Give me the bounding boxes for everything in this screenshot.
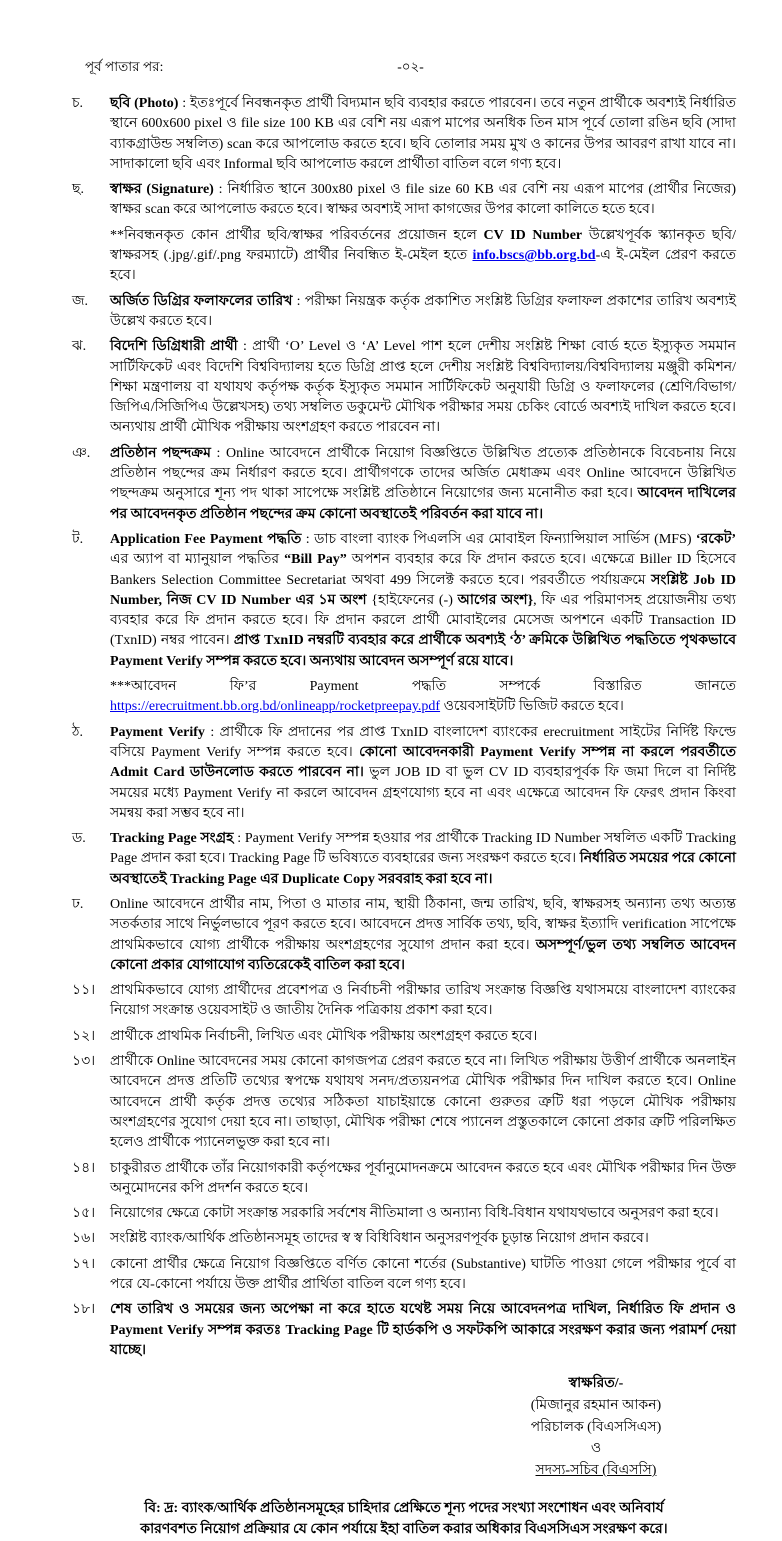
text-segment: : প্রার্থী ‘O’ Level ও ‘A’ Level পাশ হলে দেশীয় সংশ্লিষ্ট শিক্ষা বোর্ড হতে ইস্যুকৃত সমমান সার্টিফিকেট এবং বিদেশি বিশ্ববিদ্যালয় হতে ডিগ্রি প্রাপ্ত হলে দেশীয় সংশ্লিষ্ট বিশ্ববিদ্যালয়/বিশ্ববিদ্যালয় মঞ্জুরী কমিশন/শিক্ষা মন্ত্রণালয় বা যথাযথ কর্তৃপক্ষ কর্তৃক ইস্যুকৃত সমমান সার্টিফিকেট অনুযায়ী ডিগ্রি ও ফলাফলের (শ্রেণি/বিভাগ/জিপিএ/সিজিপিএ উল্লেখসহ) তথ্য সম্বলিত ডকুমেন্ট মৌখিক পরীক্ষার সময় চেকিং বোর্ডে অবশ্যই দাখিল করতে হবে। অন্যথায় প্রার্থী মৌখিক পরীক্ষায় অংশগ্রহণ করতে পারবেন না।: [110, 339, 736, 436]
note-payment-method-details: [72, 677, 736, 718]
item-marker: ড.: [72, 831, 86, 847]
signature-block: [456, 1373, 736, 1481]
item-marker: ঢ.: [72, 896, 84, 912]
page-number: -০২-: [397, 59, 424, 74]
item-text: [110, 1159, 736, 1200]
text-segment: -এ ই-মেইল প্রেরণ করতে হবে।: [110, 248, 736, 284]
item-11-admit-card-notice: [72, 981, 736, 1022]
text-segment: আগের অংশ}: [457, 592, 534, 608]
text-segment: Tracking Page সংগ্রহ: [110, 831, 234, 847]
text-segment: “Bill Pay”: [284, 552, 347, 568]
item-marker: ১২।: [72, 1028, 96, 1044]
text-segment: স্বাক্ষর (Signature): [110, 182, 214, 198]
item-text: [110, 226, 736, 287]
signatory-secondary-title: সদস্য-সচিব (বিএসসি): [535, 1462, 657, 1478]
text-segment: : Online আবেদনে প্রার্থীকে নিয়োগ বিজ্ঞপ্তিতে উল্লিখিত প্রত্যেক প্রতিষ্ঠানকে বিবেচনায় নিয়ে প্রতিষ্ঠান পছন্দের ক্রম নির্ধারণ করতে হবে। প্রার্থীগণকে তাদের অর্জিত মেধাক্রম এবং Online আবেদনে উল্লিখিত পছন্দক্রম অনুসারে শূন্য পদ থাকা সাপেক্ষে সংশ্লিষ্ট প্রতিষ্ঠানে নিয়োগের জন্য মনোনীত করা হবে।: [110, 445, 736, 502]
item-18-early-submission-advice: [72, 1300, 736, 1361]
text-segment: কোনো আবেদনকারী Payment Verify সম্পন্ন না করলে পরবর্তীতে Admit Card ডাউনলোড করতে পারবেন না।: [110, 744, 736, 781]
text-segment: ***আবেদন ফি’র Payment পদ্ধতি সম্পর্কে বিস্তারিত জানতে: [110, 679, 736, 695]
item-text: [110, 94, 736, 175]
text-segment: শেষ তারিখ ও সময়ের জন্য অপেক্ষা না করে হাতে যথেষ্ট সময় নিয়ে আবেদনপত্র দাখিল, নির্ধারিত ফি প্রদান ও Payment Verify সম্পন্ন করতঃ Tracking Page টি হার্ডকপি ও সফটকপি আকারে সংরক্ষণ করার জন্য পরামর্শ দেয়া যাচ্ছে।: [110, 1302, 736, 1358]
item-text: [110, 895, 736, 976]
text-segment: কোনো প্রার্থীর ক্ষেত্রে নিয়োগ বিজ্ঞপ্তিতে বর্ণিত কোনো শর্তের (Substantive) ঘাটতি পাওয়া গেলে পরীক্ষার পূর্বে বা পরে যে-কোনো পর্যায়ে উক্ত প্রার্থীর প্রার্থিতা বাতিল বলে গণ্য হবে।: [110, 1256, 736, 1293]
continuation-note: পূর্ব পাতার পর:: [85, 59, 164, 74]
item-text: [110, 1204, 736, 1224]
item-marker: জ.: [72, 293, 89, 309]
footnote-line-2: কারণবশত নিয়োগ প্রক্রিয়ার যে কোন পর্যায়ে ইহা বাতিল করার অধিকার বিএসসিএস সংরক্ষণ করে।: [140, 1522, 668, 1538]
item-text: [110, 292, 736, 333]
payment-pdf-link[interactable]: https://erecruitment.bb.org.bd/onlineapp/rocketpreepay.pdf: [110, 699, 441, 715]
item-text: [110, 1027, 736, 1047]
text-segment: : প্রার্থীকে ফি প্রদানের পর প্রাপ্ত TxnID বাংলাদেশ ব্যাংকের erecruitment সাইটের নির্দিষ্ট ফিল্ডে বসিয়ে Payment Verify সম্পন্ন করতে হবে।: [110, 724, 736, 760]
item-text: [110, 1300, 736, 1361]
text-segment: Application Fee Payment পদ্ধতি: [110, 531, 302, 547]
text-segment: ‘রকেট’: [695, 531, 736, 547]
text-segment: ভুল JOB ID বা ভুল CV ID ব্যবহারপূর্বক ফি জমা দিলে বা নির্দিষ্ট সময়ের মধ্যে Payment Verify না করলে আবেদন গ্রহণযোগ্য হবে না এবং এক্ষেত্রে আবেদন ফি ফেরৎ প্রদান কিংবা সমন্বয় করা সম্ভব হবে না।: [110, 765, 737, 821]
text-segment: নিয়োগের ক্ষেত্রে কোটা সংক্রান্ত সরকারি সর্বশেষ নীতিমালা ও অন্যান্য বিধি-বিধান যথাযথভাবে অনুসরণ করা হবে।: [110, 1206, 719, 1222]
item-marker: ১৫।: [72, 1206, 96, 1222]
text-segment: প্রার্থীকে Online আবেদনের সময় কোনো কাগজপত্র প্রেরণ করতে হবে না। লিখিত পরীক্ষায় উত্তীর্ণ প্রার্থীকে অনলাইন আবেদনে প্রদত্ত প্রতিটি তথ্যের স্বপক্ষে যথাযথ সনদ/প্রত্যয়নপত্র মৌখিক পরীক্ষার দিন দাখিল করতে হবে। Online আবেদনে প্রার্থী কর্তৃক প্রদত্ত তথ্যের সঠিকতা যাচাইয়ান্তে কোনো গুরুতর ত্রুটি ধরা পড়লে মৌখিক পরীক্ষায় অংশগ্রহণের সুযোগ দেয়া হবে না। তাছাড়া, মৌখিক পরীক্ষা শেষে প্যানেল প্রস্তুতকালে কোনো প্রকার ত্রুটি পরিলক্ষিত হলেও প্রার্থীকে প্যানেলভুক্ত করা হবে না।: [110, 1054, 736, 1151]
item-application-fee-payment: [72, 530, 736, 672]
item-institution-preference: [72, 444, 736, 525]
item-text: [110, 829, 736, 890]
item-marker: ১৮।: [72, 1302, 96, 1318]
footnote: [72, 1498, 736, 1541]
item-marker: [72, 677, 110, 718]
item-marker: [72, 226, 110, 287]
text-segment: : নির্ধারিত স্থানে 300x80 pixel ও file size 60 KB এর বেশি নয় এরূপ মাপের (প্রার্থীর নিজের) স্বাক্ষর scan করে আপলোড করতে হবে। স্বাক্ষর অবশ্যই সাদা কাগজের উপর কালো কালিতে হতে হবে।: [110, 182, 736, 218]
item-marker: ১৪।: [72, 1160, 96, 1176]
item-text: [110, 1255, 736, 1296]
item-payment-verify: [72, 723, 736, 824]
text-segment: অপশন ব্যবহার করে ফি প্রদান করতে হবে। এক্ষেত্রে Biller ID হিসেবে Bankers Selection Committee Secretariat অথবা 499 সিলেক্ট করতে হবে। পরবর্তীতে পর্যায়ক্রমে: [110, 552, 737, 588]
text-segment: এর অ্যাপ বা ম্যানুয়াল পদ্ধতির: [110, 552, 285, 568]
text-segment: অসম্পূর্ণ/ভুল তথ্য সম্বলিত আবেদন কোনো প্রকার যোগাযোগ ব্যতিরেকেই বাতিল করা হবে।: [110, 937, 736, 973]
text-segment: : পরীক্ষা নিয়ন্ত্রক কর্তৃক প্রকাশিত সংশ্লিষ্ট ডিগ্রির ফলাফল প্রকাশের তারিখ অবশ্যই উল্লেখ করতে হবে।: [110, 293, 736, 329]
item-17-substantive-shortfall: [72, 1255, 736, 1296]
item-16-final-appointment: [72, 1229, 736, 1249]
text-segment: Online আবেদনে প্রার্থীর নাম, পিতা ও মাতার নাম, স্থায়ী ঠিকানা, জন্ম তারিখ, ছবি, স্বাক্ষরসহ অন্যান্য তথ্য অত্যন্ত সতর্কতার সাথে নির্ভুলভাবে পূরণ করতে হবে। আবেদনে প্রদত্ত সার্বিক তথ্য, ছবি, স্বাক্ষর ইত্যাদি verification সাপেক্ষে প্রাথমিকভাবে যোগ্য প্রার্থীকে পরীক্ষায় অংশগ্রহণের সুযোগ প্রদান করা হবে।: [110, 896, 736, 953]
text-segment: নির্ধারিত সময়ের পরে কোনো অবস্থাতেই Tracking Page এর Duplicate Copy সরবরাহ করা হবে না।: [110, 851, 736, 887]
item-tracking-page: [72, 829, 736, 890]
text-segment: **নিবন্ধনকৃত কোন প্রার্থীর ছবি/স্বাক্ষর পরিবর্তনের প্রয়োজন হলে: [110, 227, 484, 243]
text-segment: CV ID Number: [483, 227, 583, 243]
item-marker: ঞ.: [72, 445, 91, 461]
item-marker: ১১।: [72, 983, 96, 999]
item-foreign-degree: [72, 337, 736, 438]
item-15-quota-policy: [72, 1204, 736, 1224]
text-segment: প্রতিষ্ঠান পছন্দক্রম: [110, 445, 211, 461]
text-segment: ওয়েবসাইটটি ভিজিট করতে হবে।: [440, 699, 624, 715]
text-segment: {হাইফেনের (-): [366, 592, 458, 608]
item-12-exam-participation: [72, 1027, 736, 1047]
page-header: [85, 56, 736, 74]
text-segment: অর্জিত ডিগ্রির ফলাফলের তারিখ: [110, 293, 293, 309]
item-text: [110, 444, 736, 525]
item-text: [110, 337, 736, 438]
item-online-form-accuracy: [72, 895, 736, 976]
item-marker: ছ.: [72, 182, 84, 198]
instructions-list: [72, 94, 736, 1361]
text-segment: আবেদন দাখিলের পর আবেদনকৃত প্রতিষ্ঠান পছন্দের ক্রম কোনো অবস্থাতেই পরিবর্তন করা যাবে না।: [110, 486, 736, 522]
note-photo-signature-change: [72, 226, 736, 287]
item-text: [110, 530, 736, 672]
item-text: [110, 180, 736, 221]
item-13-no-documents-online: [72, 1052, 736, 1153]
item-photo: [72, 94, 736, 175]
item-14-employed-candidates: [72, 1159, 736, 1200]
signatory-conjunction: ও: [590, 1441, 602, 1457]
text-segment: উল্লেখপূর্বক স্ক্যানকৃত ছবি/স্বাক্ষরসহ (.jpg/.gif/.png ফরম্যাটে) প্রার্থীর নিবন্ধিত ই-মেইল হতে: [110, 227, 736, 264]
item-text: [110, 677, 736, 718]
text-segment: প্রার্থীকে প্রাথমিক নির্বাচনী, লিখিত এবং মৌখিক পরীক্ষায় অংশগ্রহণ করতে হবে।: [110, 1028, 538, 1044]
item-text: [110, 1229, 736, 1249]
text-segment: বিদেশি ডিগ্রিধারী প্রার্থী: [110, 339, 238, 355]
item-marker: ১৭।: [72, 1256, 96, 1272]
item-degree-result-date: [72, 292, 736, 333]
text-segment: সংশ্লিষ্ট ব্যাংক/আর্থিক প্রতিষ্ঠানসমূহ তাদের স্ব স্ব বিধিবিধান অনুসরণপূর্বক চূড়ান্ত নিয়োগ প্রদান করবে।: [110, 1231, 649, 1247]
text-segment: Payment Verify: [110, 724, 205, 740]
item-marker: ঠ.: [72, 724, 83, 740]
text-segment: ছবি (Photo): [110, 96, 179, 111]
item-marker: ঝ.: [72, 339, 87, 355]
text-segment: প্রাথমিকভাবে যোগ্য প্রার্থীদের প্রবেশপত্র ও নির্বাচনী পরীক্ষার তারিখ সংক্রান্ত বিজ্ঞপ্তি যথাসময়ে বাংলাদেশ ব্যাংকের নিয়োগ সংক্রান্ত ওয়েবসাইট ও জাতীয় দৈনিক পত্রিকায় প্রকাশ করা হবে।: [110, 983, 736, 1019]
text-segment: সংশ্লিষ্ট Job ID Number, নিজ CV ID Number এর ১ম অংশ: [110, 572, 737, 608]
item-text: [110, 723, 736, 824]
signatory-title: পরিচালক (বিএসসিএস): [530, 1419, 662, 1435]
item-marker: চ.: [72, 96, 84, 111]
text-segment: : ইতঃপূর্বে নিবন্ধনকৃত প্রার্থী বিদ্যমান ছবি ব্যবহার করতে পারবেন। তবে নতুন প্রার্থীকে অবশ্যই নির্ধারিত স্থানে 600x600 pixel ও file size 100 KB এর বেশি নয় এরূপ মাপের অনধিক তিন মাস পূর্বে তোলা রঙিন ছবি (সাদা ব্যাকগ্রাউন্ড সম্বলিত) scan করে আপলোড করতে হবে। ছবি তোলার সময় মুখ ও কানের উপর আবরণ রাখা যাবে না। সাদাকালো ছবি এবং Informal ছবি আপলোড করলে প্রার্থীতা বাতিল বলে গণ্য হবে।: [110, 96, 737, 172]
item-marker: ১৩।: [72, 1054, 96, 1070]
item-text: [110, 1052, 736, 1153]
text-segment: প্রাপ্ত TxnID নম্বরটি ব্যবহার করে প্রার্থীকে অবশ্যই ‘ঠ’ ক্রমিকে উল্লিখিত পদ্ধতিতে পৃথকভাবে Payment Verify সম্পন্ন করতে হবে। অন্যথায় আবেদন অসম্পূর্ণ রয়ে যাবে।: [110, 633, 737, 669]
signed-label: স্বাক্ষরিত/-: [568, 1376, 624, 1392]
text-segment: : Payment Verify সম্পন্ন হওয়ার পর প্রার্থীকে Tracking ID Number সম্বলিত একটি Tracking Page প্রদান করা হবে। Tracking Page টি ভবিষ্যতে ব্যবহারের জন্য সংরক্ষণ করতে হবে।: [110, 831, 736, 867]
signatory-name: (মিজানুর রহমান আকন): [530, 1397, 662, 1413]
email-link[interactable]: info.bscs@bb.org.bd: [472, 248, 596, 264]
item-marker: ট.: [72, 531, 84, 547]
item-text: [110, 981, 736, 1022]
item-signature: [72, 180, 736, 221]
text-segment: , ফি এর পরিমাণসহ প্রয়োজনীয় তথ্য ব্যবহার করে ফি প্রদান করতে হবে। ফি প্রদান করলে প্রার্থী মোবাইলের মেসেজ অপশনে একটি Transaction ID (TxnID) নম্বর পাবেন।: [110, 592, 736, 649]
item-marker: ১৬।: [72, 1231, 96, 1247]
footnote-line-1: বি: দ্র: ব্যাংক/আর্থিক প্রতিষ্ঠানসমূহের চাহিদার প্রেক্ষিতে শূন্য পদের সংখ্যা সংশোধন এবং অনিবার্য: [144, 1500, 664, 1516]
text-segment: : ডাচ বাংলা ব্যাংক পিএলসি এর মোবাইল ফিন্যান্সিয়াল সার্ভিস (MFS): [301, 531, 696, 547]
text-segment: চাকুরীরত প্রার্থীকে তাঁর নিয়োগকারী কর্তৃপক্ষের পূর্বানুমোদনক্রমে আবেদন করতে হবে এবং মৌখিক পরীক্ষার দিন উক্ত অনুমোদনের কপি প্রদর্শন করতে হবে।: [110, 1160, 736, 1196]
